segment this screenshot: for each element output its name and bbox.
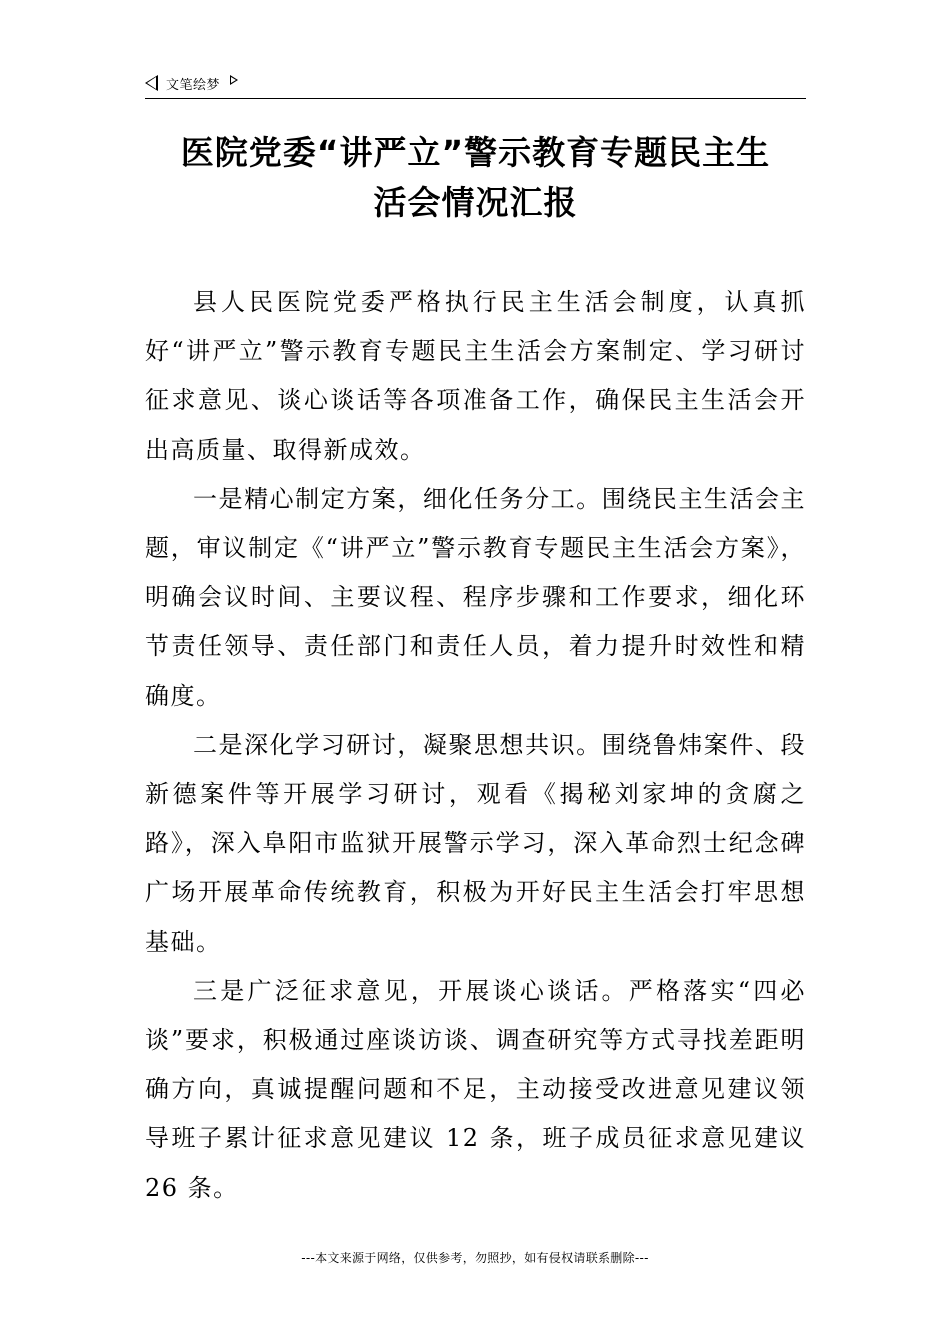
paragraph-3: 三是广泛征求意见，开展谈心谈话。严格落实“四必谈”要求，积极通过座谈访谈、调查研究等方式寻找差距明确方向，真诚提醒问题和不足，主动接受改进意见建议领导班子累计征求意见建议 12 条，班子成员征求意见建议 26 条。 <box>145 976 806 1202</box>
title-line-2: 活会情况汇报 <box>373 183 578 222</box>
document-body <box>145 278 806 1213</box>
paragraph-intro: 县人民医院党委严格执行民主生活会制度，认真抓好“讲严立”警示教育专题民主生活会方案制定、学习研讨征求意见、谈心谈话等各项准备工作，确保民主生活会开出高质量、取得新成效。 <box>145 288 806 464</box>
document-title <box>145 128 806 228</box>
title-line-1: 医院党委“讲严立”警示教育专题民主生 <box>180 133 771 172</box>
header-row <box>145 72 806 94</box>
paragraph-2: 二是深化学习研讨，凝聚思想共识。围绕鲁炜案件、段新德案件等开展学习研讨，观看《揭秘刘家坤的贪腐之路》，深入阜阳市监狱开展警示学习，深入革命烈士纪念碑广场开展革命传统教育，积极为开好民主生活会打牢思想基础。 <box>145 730 806 956</box>
brand-label: 文笔绘梦 <box>166 77 221 93</box>
paragraph-1: 一是精心制定方案，细化任务分工。围绕民主生活会主题，审议制定《“讲严立”警示教育专题民主生活会方案》，明确会议时间、主要议程、程序步骤和工作要求，细化环节责任领导、责任部门和责任人员，着力提升时效性和精确度。 <box>145 484 806 710</box>
left-triangle-icon <box>145 75 158 91</box>
right-triangle-icon <box>230 75 238 85</box>
footer-disclaimer: ---本文来源于网络，仅供参考，勿照抄，如有侵权请联系删除--- <box>301 1251 649 1265</box>
page-header <box>145 72 806 99</box>
